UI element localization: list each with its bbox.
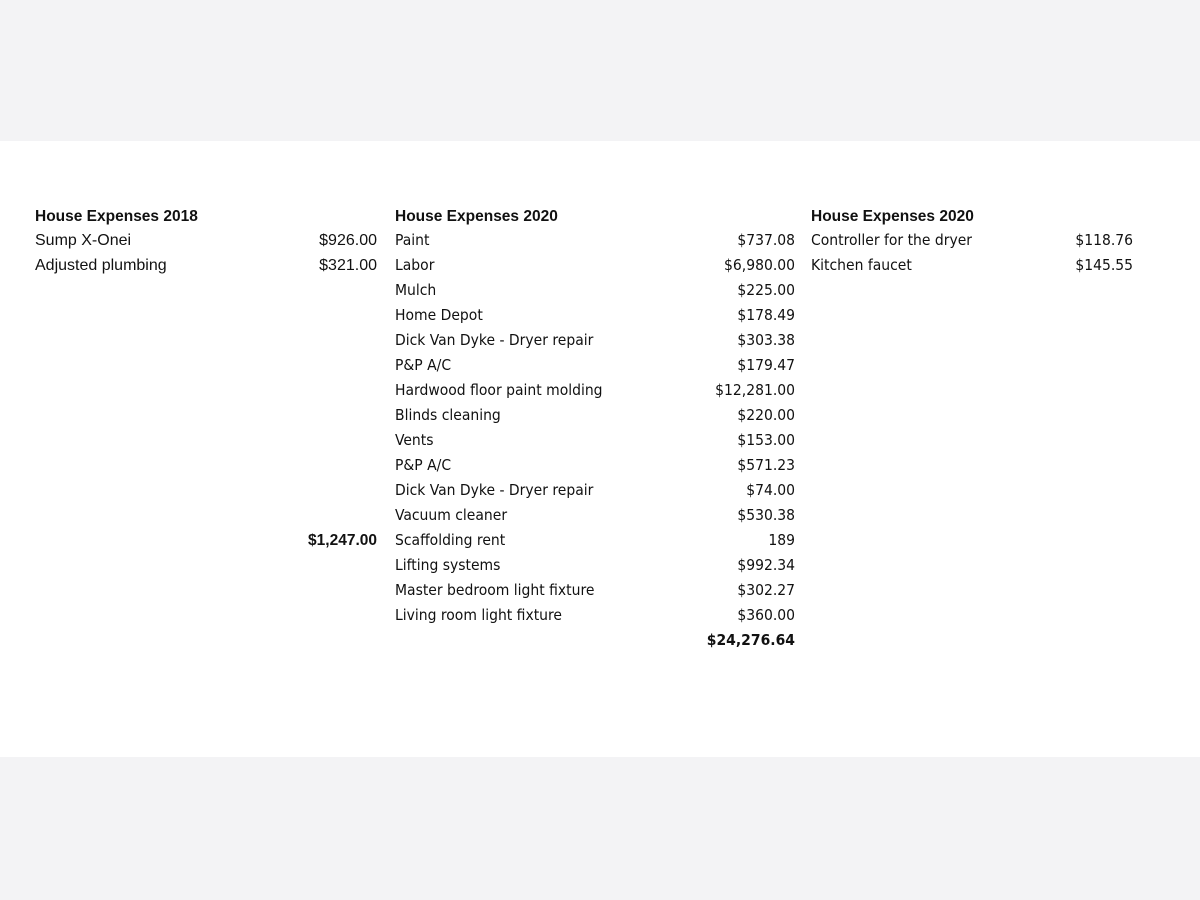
- expense-label: Living room light fixture: [395, 606, 562, 624]
- expense-row: [811, 228, 1133, 253]
- expense-amount: $303.38: [737, 331, 795, 349]
- expense-amount: $992.34: [737, 556, 795, 574]
- expense-amount: $360.00: [737, 606, 795, 624]
- expense-row: [395, 578, 795, 603]
- expense-row: [395, 303, 795, 328]
- expense-amount: $321.00: [319, 257, 377, 274]
- expense-row: [35, 253, 377, 278]
- expenses-2020-total: $24,276.64: [706, 631, 795, 649]
- expense-label: Controller for the dryer: [811, 231, 973, 249]
- expense-row: [395, 328, 795, 353]
- expense-row: [395, 278, 795, 303]
- expense-amount: $571.23: [737, 456, 795, 474]
- expense-row: [395, 403, 795, 428]
- expense-row: [395, 353, 795, 378]
- expense-row: [395, 228, 795, 253]
- expense-label: Lifting systems: [395, 556, 501, 574]
- expense-row: [35, 228, 377, 253]
- expenses-2018-total: $1,247.00: [308, 532, 377, 549]
- expense-row: [395, 503, 795, 528]
- expense-label: Paint: [395, 231, 430, 249]
- expense-row: [395, 428, 795, 453]
- expense-label: Dick Van Dyke - Dryer repair: [395, 331, 594, 349]
- expense-row: [811, 253, 1133, 278]
- section-heading: House Expenses 2020: [395, 208, 558, 225]
- expense-amount: $12,281.00: [715, 381, 795, 399]
- expense-row: [395, 378, 795, 403]
- expense-amount: $926.00: [319, 232, 377, 249]
- expense-amount: $6,980.00: [724, 256, 795, 274]
- expense-row: [395, 253, 795, 278]
- expense-amount: $178.49: [737, 306, 795, 324]
- section-heading: House Expenses 2018: [35, 208, 198, 225]
- expense-label: Kitchen faucet: [811, 256, 912, 274]
- expense-label: Labor: [395, 256, 435, 274]
- expense-label: Home Depot: [395, 306, 483, 324]
- expense-amount: $153.00: [737, 431, 795, 449]
- section-heading: House Expenses 2020: [811, 208, 974, 225]
- expense-amount: $179.47: [737, 356, 795, 374]
- expense-amount: $220.00: [737, 406, 795, 424]
- total-row: [395, 628, 795, 653]
- expense-label: Vents: [395, 431, 434, 449]
- expense-amount: $530.38: [737, 506, 795, 524]
- expense-label: P&P A/C: [395, 456, 452, 474]
- expense-row: [395, 478, 795, 503]
- expense-label: P&P A/C: [395, 356, 452, 374]
- expense-sheet: [0, 141, 1200, 757]
- expense-label: Hardwood floor paint molding: [395, 381, 603, 399]
- expense-amount: $225.00: [737, 281, 795, 299]
- expense-amount: $74.00: [746, 481, 795, 499]
- expense-label: Vacuum cleaner: [395, 506, 508, 524]
- expenses-2020-section: [395, 206, 795, 653]
- expenses-2020-extra-section: [811, 206, 1133, 278]
- expense-amount: $302.27: [737, 581, 795, 599]
- expense-label: Scaffolding rent: [395, 531, 506, 549]
- expense-label: Adjusted plumbing: [35, 257, 167, 274]
- expense-amount: $737.08: [737, 231, 795, 249]
- expense-row: [395, 553, 795, 578]
- expense-amount: $118.76: [1075, 231, 1133, 249]
- expense-row: [395, 603, 795, 628]
- expense-label: Master bedroom light fixture: [395, 581, 595, 599]
- expense-label: Blinds cleaning: [395, 406, 501, 424]
- expense-label: Mulch: [395, 281, 437, 299]
- expense-row: [395, 528, 795, 553]
- expense-amount: $145.55: [1075, 256, 1133, 274]
- expense-label: Dick Van Dyke - Dryer repair: [395, 481, 594, 499]
- expense-amount: 189: [768, 531, 795, 549]
- expense-label: Sump X-Onei: [35, 232, 132, 249]
- expense-row: [395, 453, 795, 478]
- expenses-2018-section: [35, 206, 377, 549]
